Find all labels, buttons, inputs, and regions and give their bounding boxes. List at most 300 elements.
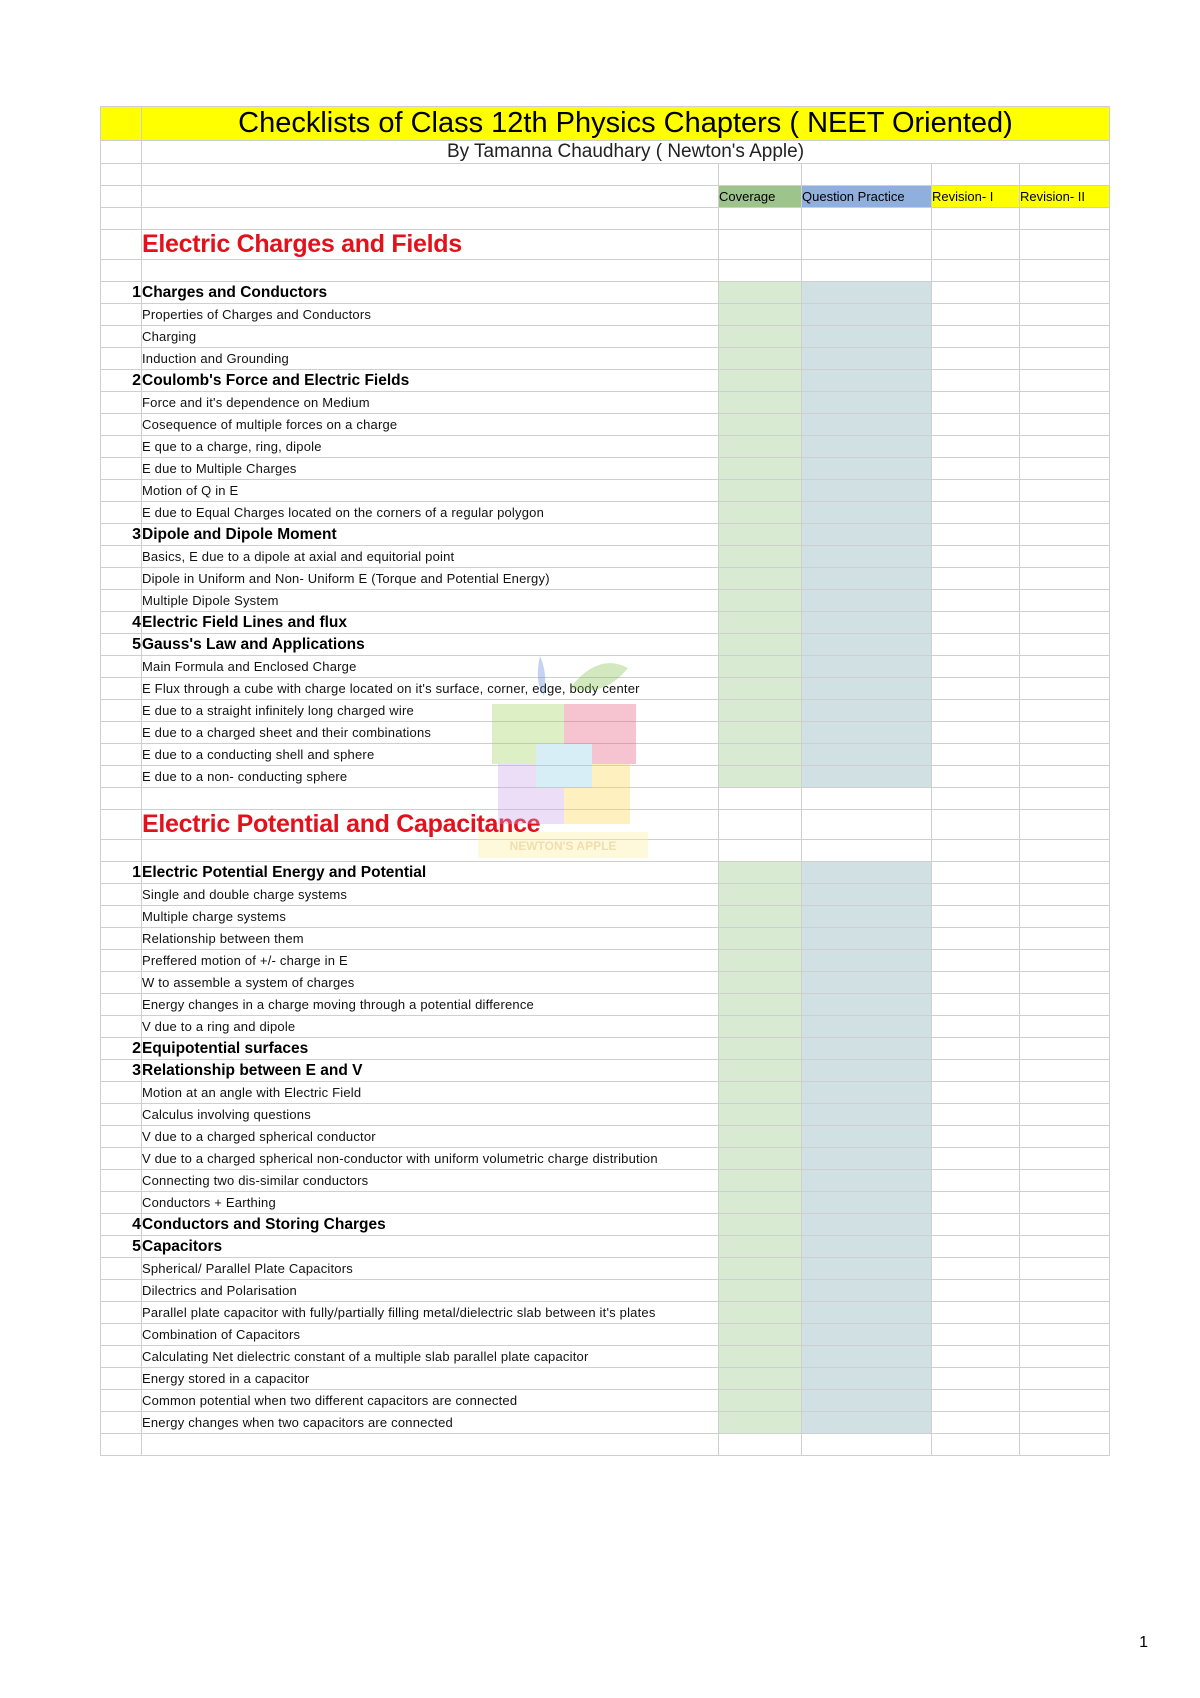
coverage-checkbox-cell[interactable]	[719, 1390, 802, 1412]
coverage-checkbox-cell[interactable]	[719, 1368, 802, 1390]
topic-label: Combination of Capacitors	[142, 1324, 719, 1346]
revision-1-cell[interactable]	[932, 1016, 1020, 1038]
topic-label: Common potential when two different capacitors are connected	[142, 1390, 719, 1412]
revision-2-cell[interactable]	[1020, 1192, 1110, 1214]
revision-1-cell[interactable]	[932, 546, 1020, 568]
question-practice-cell[interactable]	[802, 634, 932, 656]
revision-1-cell[interactable]	[932, 950, 1020, 972]
revision-1-cell[interactable]	[932, 1104, 1020, 1126]
revision-2-cell[interactable]	[1020, 326, 1110, 348]
section-row	[101, 1214, 1110, 1236]
revision-2-cell[interactable]	[1020, 1060, 1110, 1082]
question-practice-cell[interactable]	[802, 1082, 932, 1104]
section-number: 1	[101, 282, 142, 304]
revision-2-cell[interactable]	[1020, 1302, 1110, 1324]
topic-row	[101, 1368, 1110, 1390]
coverage-checkbox-cell[interactable]	[719, 502, 802, 524]
revision-2-cell[interactable]	[1020, 1258, 1110, 1280]
question-practice-cell[interactable]	[802, 678, 932, 700]
question-practice-cell[interactable]	[802, 1302, 932, 1324]
coverage-checkbox-cell[interactable]	[719, 458, 802, 480]
revision-1-cell[interactable]	[932, 458, 1020, 480]
topic-row	[101, 700, 1110, 722]
revision-2-cell[interactable]	[1020, 546, 1110, 568]
revision-1-cell[interactable]	[932, 1302, 1020, 1324]
revision-1-cell[interactable]	[932, 1346, 1020, 1368]
revision-1-cell[interactable]	[932, 1236, 1020, 1258]
page-subtitle: By Tamanna Chaudhary ( Newton's Apple)	[142, 141, 1110, 164]
coverage-checkbox-cell[interactable]	[719, 1258, 802, 1280]
question-practice-cell[interactable]	[802, 1104, 932, 1126]
chapter-heading-row	[101, 230, 1110, 260]
revision-2-cell[interactable]	[1020, 524, 1110, 546]
topic-label: E due to a conducting shell and sphere	[142, 744, 719, 766]
coverage-checkbox-cell[interactable]	[719, 906, 802, 928]
section-title: Relationship between E and V	[142, 1060, 719, 1082]
revision-1-cell[interactable]	[932, 370, 1020, 392]
topic-row	[101, 348, 1110, 370]
topic-label: Calculus involving questions	[142, 1104, 719, 1126]
revision-2-cell[interactable]	[1020, 1412, 1110, 1434]
blank-row	[101, 1434, 1110, 1456]
section-number: 1	[101, 862, 142, 884]
coverage-checkbox-cell[interactable]	[719, 1412, 802, 1434]
coverage-checkbox-cell[interactable]	[719, 414, 802, 436]
revision-2-cell[interactable]	[1020, 590, 1110, 612]
revision-1-cell[interactable]	[932, 1412, 1020, 1434]
topic-row	[101, 502, 1110, 524]
section-title: Coulomb's Force and Electric Fields	[142, 370, 719, 392]
revision-1-cell[interactable]	[932, 568, 1020, 590]
revision-1-cell[interactable]	[932, 326, 1020, 348]
question-practice-cell[interactable]	[802, 1236, 932, 1258]
topic-row	[101, 1082, 1110, 1104]
revision-1-cell[interactable]	[932, 744, 1020, 766]
revision-1-cell[interactable]	[932, 1390, 1020, 1412]
section-row	[101, 370, 1110, 392]
blank-row	[101, 164, 1110, 186]
revision-2-cell[interactable]	[1020, 502, 1110, 524]
topic-label: Dilectrics and Polarisation	[142, 1280, 719, 1302]
question-practice-cell[interactable]	[802, 612, 932, 634]
revision-2-cell[interactable]	[1020, 678, 1110, 700]
question-practice-cell[interactable]	[802, 1412, 932, 1434]
revision-1-cell[interactable]	[932, 1126, 1020, 1148]
coverage-checkbox-cell[interactable]	[719, 678, 802, 700]
coverage-checkbox-cell[interactable]	[719, 568, 802, 590]
revision-2-cell[interactable]	[1020, 436, 1110, 458]
revision-2-cell[interactable]	[1020, 414, 1110, 436]
revision-2-cell[interactable]	[1020, 1346, 1110, 1368]
question-practice-cell[interactable]	[802, 568, 932, 590]
revision-1-cell[interactable]	[932, 766, 1020, 788]
question-practice-cell[interactable]	[802, 590, 932, 612]
question-practice-cell[interactable]	[802, 1038, 932, 1060]
topic-label: V due to a charged spherical conductor	[142, 1126, 719, 1148]
revision-1-cell[interactable]	[932, 1060, 1020, 1082]
coverage-checkbox-cell[interactable]	[719, 612, 802, 634]
revision-1-cell[interactable]	[932, 348, 1020, 370]
topic-label: Basics, E due to a dipole at axial and equitorial point	[142, 546, 719, 568]
revision-2-cell[interactable]	[1020, 1082, 1110, 1104]
revision-1-cell[interactable]	[932, 502, 1020, 524]
topic-label: Charging	[142, 326, 719, 348]
coverage-checkbox-cell[interactable]	[719, 1038, 802, 1060]
coverage-checkbox-cell[interactable]	[719, 766, 802, 788]
topic-label: Energy changes when two capacitors are connected	[142, 1412, 719, 1434]
question-practice-cell[interactable]	[802, 884, 932, 906]
topic-label: Conductors + Earthing	[142, 1192, 719, 1214]
section-number: 3	[101, 1060, 142, 1082]
coverage-checkbox-cell[interactable]	[719, 656, 802, 678]
revision-1-cell[interactable]	[932, 612, 1020, 634]
topic-row	[101, 950, 1110, 972]
topic-label: V due to a charged spherical non-conductor with uniform volumetric charge distribution	[142, 1148, 719, 1170]
topic-label: E que to a charge, ring, dipole	[142, 436, 719, 458]
section-row	[101, 282, 1110, 304]
coverage-checkbox-cell[interactable]	[719, 370, 802, 392]
revision-2-cell[interactable]	[1020, 744, 1110, 766]
blank-row	[101, 260, 1110, 282]
coverage-checkbox-cell[interactable]	[719, 1060, 802, 1082]
revision-2-cell[interactable]	[1020, 656, 1110, 678]
question-practice-cell[interactable]	[802, 1390, 932, 1412]
revision-1-cell[interactable]	[932, 722, 1020, 744]
revision-2-cell[interactable]	[1020, 906, 1110, 928]
topic-row	[101, 1324, 1110, 1346]
revision-2-cell[interactable]	[1020, 884, 1110, 906]
topic-label: E due to Multiple Charges	[142, 458, 719, 480]
revision-1-cell[interactable]	[932, 1258, 1020, 1280]
revision-2-cell[interactable]	[1020, 1038, 1110, 1060]
revision-2-cell[interactable]	[1020, 1148, 1110, 1170]
question-practice-cell[interactable]	[802, 766, 932, 788]
topic-label: E due to Equal Charges located on the corners of a regular polygon	[142, 502, 719, 524]
revision-2-cell[interactable]	[1020, 766, 1110, 788]
topic-label: Dipole in Uniform and Non- Uniform E (Torque and Potential Energy)	[142, 568, 719, 590]
question-practice-cell[interactable]	[802, 972, 932, 994]
coverage-checkbox-cell[interactable]	[719, 1302, 802, 1324]
coverage-checkbox-cell[interactable]	[719, 1346, 802, 1368]
coverage-checkbox-cell[interactable]	[719, 1324, 802, 1346]
revision-2-cell[interactable]	[1020, 348, 1110, 370]
topic-row	[101, 1258, 1110, 1280]
revision-1-cell[interactable]	[932, 1082, 1020, 1104]
revision-1-cell[interactable]	[932, 1170, 1020, 1192]
coverage-checkbox-cell[interactable]	[719, 436, 802, 458]
revision-2-cell[interactable]	[1020, 994, 1110, 1016]
revision-2-cell[interactable]	[1020, 370, 1110, 392]
topic-row	[101, 1104, 1110, 1126]
coverage-checkbox-cell[interactable]	[719, 1192, 802, 1214]
revision-2-cell[interactable]	[1020, 1280, 1110, 1302]
coverage-checkbox-cell[interactable]	[719, 722, 802, 744]
revision-2-cell[interactable]	[1020, 950, 1110, 972]
topic-label: Cosequence of multiple forces on a charge	[142, 414, 719, 436]
question-practice-cell[interactable]	[802, 1368, 932, 1390]
question-practice-cell[interactable]	[802, 1192, 932, 1214]
coverage-checkbox-cell[interactable]	[719, 634, 802, 656]
question-practice-cell[interactable]	[802, 656, 932, 678]
revision-2-cell[interactable]	[1020, 1016, 1110, 1038]
question-practice-cell[interactable]	[802, 1214, 932, 1236]
revision-1-cell[interactable]	[932, 524, 1020, 546]
revision-2-cell[interactable]	[1020, 722, 1110, 744]
topic-label: Parallel plate capacitor with fully/partially filling metal/dielectric slab between it's plates	[142, 1302, 719, 1324]
question-practice-cell[interactable]	[802, 744, 932, 766]
section-number: 5	[101, 634, 142, 656]
chapter-title: Electric Charges and Fields	[142, 230, 719, 260]
question-practice-cell[interactable]	[802, 370, 932, 392]
topic-row	[101, 906, 1110, 928]
page-title: Checklists of Class 12th Physics Chapters ( NEET Oriented)	[142, 107, 1110, 141]
coverage-checkbox-cell[interactable]	[719, 972, 802, 994]
topic-row	[101, 1126, 1110, 1148]
topic-row	[101, 1148, 1110, 1170]
revision-2-cell[interactable]	[1020, 282, 1110, 304]
revision-1-cell[interactable]	[932, 1192, 1020, 1214]
coverage-checkbox-cell[interactable]	[719, 1104, 802, 1126]
watermark-text: NEWTON'S APPLE	[509, 839, 617, 853]
blank-row	[101, 788, 1110, 810]
topic-row	[101, 304, 1110, 326]
coverage-checkbox-cell[interactable]	[719, 884, 802, 906]
revision-2-cell[interactable]	[1020, 700, 1110, 722]
coverage-checkbox-cell[interactable]	[719, 1126, 802, 1148]
revision-1-cell[interactable]	[932, 1038, 1020, 1060]
topic-label: W to assemble a system of charges	[142, 972, 719, 994]
revision-2-cell[interactable]	[1020, 972, 1110, 994]
question-practice-cell[interactable]	[802, 1324, 932, 1346]
revision-2-cell[interactable]	[1020, 1170, 1110, 1192]
question-practice-cell[interactable]	[802, 1126, 932, 1148]
revision-2-cell[interactable]	[1020, 1368, 1110, 1390]
topic-row	[101, 722, 1110, 744]
column-header-row	[101, 186, 1110, 208]
section-row	[101, 1236, 1110, 1258]
topic-row	[101, 546, 1110, 568]
coverage-checkbox-cell[interactable]	[719, 1082, 802, 1104]
revision-1-cell[interactable]	[932, 590, 1020, 612]
coverage-checkbox-cell[interactable]	[719, 348, 802, 370]
revision-1-cell[interactable]	[932, 700, 1020, 722]
section-title: Dipole and Dipole Moment	[142, 524, 719, 546]
revision-2-cell[interactable]	[1020, 1104, 1110, 1126]
coverage-checkbox-cell[interactable]	[719, 392, 802, 414]
revision-1-cell[interactable]	[932, 1368, 1020, 1390]
coverage-checkbox-cell[interactable]	[719, 480, 802, 502]
revision-2-cell[interactable]	[1020, 1236, 1110, 1258]
revision-1-cell[interactable]	[932, 414, 1020, 436]
revision-2-cell[interactable]	[1020, 862, 1110, 884]
question-practice-cell[interactable]	[802, 1170, 932, 1192]
section-title: Equipotential surfaces	[142, 1038, 719, 1060]
coverage-checkbox-cell[interactable]	[719, 862, 802, 884]
revision-1-cell[interactable]	[932, 1280, 1020, 1302]
topic-row	[101, 744, 1110, 766]
topic-row	[101, 568, 1110, 590]
question-practice-cell[interactable]	[802, 326, 932, 348]
topic-row	[101, 678, 1110, 700]
question-practice-cell[interactable]	[802, 1280, 932, 1302]
revision-1-cell[interactable]	[932, 480, 1020, 502]
section-title: Electric Potential Energy and Potential	[142, 862, 719, 884]
coverage-checkbox-cell[interactable]	[719, 744, 802, 766]
coverage-checkbox-cell[interactable]	[719, 546, 802, 568]
checklist-sheet	[100, 106, 1110, 1456]
title-row	[101, 107, 1110, 141]
revision-1-cell[interactable]	[932, 862, 1020, 884]
revision-1-cell[interactable]	[932, 436, 1020, 458]
topic-row	[101, 928, 1110, 950]
topic-label: E due to a non- conducting sphere	[142, 766, 719, 788]
revision-2-cell[interactable]	[1020, 928, 1110, 950]
topic-label: E Flux through a cube with charge located on it's surface, corner, edge, body center	[142, 678, 719, 700]
revision-2-cell[interactable]	[1020, 1126, 1110, 1148]
topic-row	[101, 656, 1110, 678]
revision-1-cell[interactable]	[932, 972, 1020, 994]
coverage-checkbox-cell[interactable]	[719, 1016, 802, 1038]
coverage-checkbox-cell[interactable]	[719, 282, 802, 304]
topic-label: Energy stored in a capacitor	[142, 1368, 719, 1390]
topic-label: Multiple Dipole System	[142, 590, 719, 612]
topic-label: Motion of Q in E	[142, 480, 719, 502]
topic-row	[101, 414, 1110, 436]
question-practice-cell[interactable]	[802, 414, 932, 436]
topic-row	[101, 480, 1110, 502]
revision-2-cell[interactable]	[1020, 612, 1110, 634]
question-practice-cell[interactable]	[802, 928, 932, 950]
question-practice-cell[interactable]	[802, 722, 932, 744]
section-row	[101, 612, 1110, 634]
revision-1-cell[interactable]	[932, 656, 1020, 678]
topic-label: E due to a straight infinitely long charged wire	[142, 700, 719, 722]
section-title: Electric Field Lines and flux	[142, 612, 719, 634]
question-practice-cell[interactable]	[802, 700, 932, 722]
topic-row	[101, 1170, 1110, 1192]
coverage-checkbox-cell[interactable]	[719, 1280, 802, 1302]
revision-1-cell[interactable]	[932, 1324, 1020, 1346]
question-practice-cell[interactable]	[802, 480, 932, 502]
question-practice-header: Question Practice	[802, 186, 932, 208]
topic-label: Connecting two dis-similar conductors	[142, 1170, 719, 1192]
revision-2-cell[interactable]	[1020, 480, 1110, 502]
question-practice-cell[interactable]	[802, 458, 932, 480]
section-row	[101, 862, 1110, 884]
topic-label: Single and double charge systems	[142, 884, 719, 906]
topic-row	[101, 326, 1110, 348]
question-practice-cell[interactable]	[802, 348, 932, 370]
topic-row	[101, 1016, 1110, 1038]
revision-1-cell[interactable]	[932, 1214, 1020, 1236]
coverage-checkbox-cell[interactable]	[719, 700, 802, 722]
section-number: 2	[101, 1038, 142, 1060]
topic-row	[101, 1412, 1110, 1434]
coverage-checkbox-cell[interactable]	[719, 590, 802, 612]
section-title: Conductors and Storing Charges	[142, 1214, 719, 1236]
question-practice-cell[interactable]	[802, 1258, 932, 1280]
page-number: 1	[1139, 1634, 1148, 1651]
coverage-checkbox-cell[interactable]	[719, 994, 802, 1016]
topic-row	[101, 392, 1110, 414]
section-number: 4	[101, 1214, 142, 1236]
coverage-checkbox-cell[interactable]	[719, 1236, 802, 1258]
revision-2-cell[interactable]	[1020, 1390, 1110, 1412]
topic-row	[101, 590, 1110, 612]
topic-row	[101, 972, 1110, 994]
coverage-checkbox-cell[interactable]	[719, 950, 802, 972]
section-title: Gauss's Law and Applications	[142, 634, 719, 656]
topic-row	[101, 1192, 1110, 1214]
topic-row	[101, 458, 1110, 480]
question-practice-cell[interactable]	[802, 906, 932, 928]
revision-1-cell[interactable]	[932, 928, 1020, 950]
question-practice-cell[interactable]	[802, 524, 932, 546]
topic-row	[101, 884, 1110, 906]
question-practice-cell[interactable]	[802, 304, 932, 326]
subtitle-row	[101, 141, 1110, 164]
section-number: 5	[101, 1236, 142, 1258]
coverage-checkbox-cell[interactable]	[719, 304, 802, 326]
coverage-checkbox-cell[interactable]	[719, 1214, 802, 1236]
chapter-heading-row	[101, 810, 1110, 840]
revision-2-cell[interactable]	[1020, 568, 1110, 590]
question-practice-cell[interactable]	[802, 862, 932, 884]
revision-1-cell[interactable]	[932, 392, 1020, 414]
revision-2-cell[interactable]	[1020, 1324, 1110, 1346]
section-row	[101, 1060, 1110, 1082]
coverage-checkbox-cell[interactable]	[719, 1148, 802, 1170]
revision-2-cell[interactable]	[1020, 392, 1110, 414]
coverage-checkbox-cell[interactable]	[719, 1170, 802, 1192]
revision-1-cell[interactable]	[932, 634, 1020, 656]
revision-1-cell[interactable]	[932, 884, 1020, 906]
revision-1-cell[interactable]	[932, 304, 1020, 326]
question-practice-cell[interactable]	[802, 994, 932, 1016]
section-title: Charges and Conductors	[142, 282, 719, 304]
revision-2-cell[interactable]	[1020, 458, 1110, 480]
question-practice-cell[interactable]	[802, 1346, 932, 1368]
question-practice-cell[interactable]	[802, 502, 932, 524]
revision-2-cell[interactable]	[1020, 634, 1110, 656]
question-practice-cell[interactable]	[802, 546, 932, 568]
topic-row	[101, 766, 1110, 788]
revision-1-cell[interactable]	[932, 282, 1020, 304]
question-practice-cell[interactable]	[802, 950, 932, 972]
coverage-checkbox-cell[interactable]	[719, 928, 802, 950]
revision-2-header: Revision- II	[1020, 186, 1110, 208]
coverage-checkbox-cell[interactable]	[719, 524, 802, 546]
revision-1-cell[interactable]	[932, 1148, 1020, 1170]
question-practice-cell[interactable]	[802, 1016, 932, 1038]
topic-label: Multiple charge systems	[142, 906, 719, 928]
section-row	[101, 524, 1110, 546]
question-practice-cell[interactable]	[802, 1148, 932, 1170]
revision-2-cell[interactable]	[1020, 304, 1110, 326]
section-row	[101, 634, 1110, 656]
coverage-checkbox-cell[interactable]	[719, 326, 802, 348]
topic-row	[101, 994, 1110, 1016]
question-practice-cell[interactable]	[802, 392, 932, 414]
revision-2-cell[interactable]	[1020, 1214, 1110, 1236]
question-practice-cell[interactable]	[802, 436, 932, 458]
revision-1-cell[interactable]	[932, 906, 1020, 928]
revision-1-cell[interactable]	[932, 994, 1020, 1016]
topic-label: Force and it's dependence on Medium	[142, 392, 719, 414]
revision-1-cell[interactable]	[932, 678, 1020, 700]
question-practice-cell[interactable]	[802, 282, 932, 304]
question-practice-cell[interactable]	[802, 1060, 932, 1082]
